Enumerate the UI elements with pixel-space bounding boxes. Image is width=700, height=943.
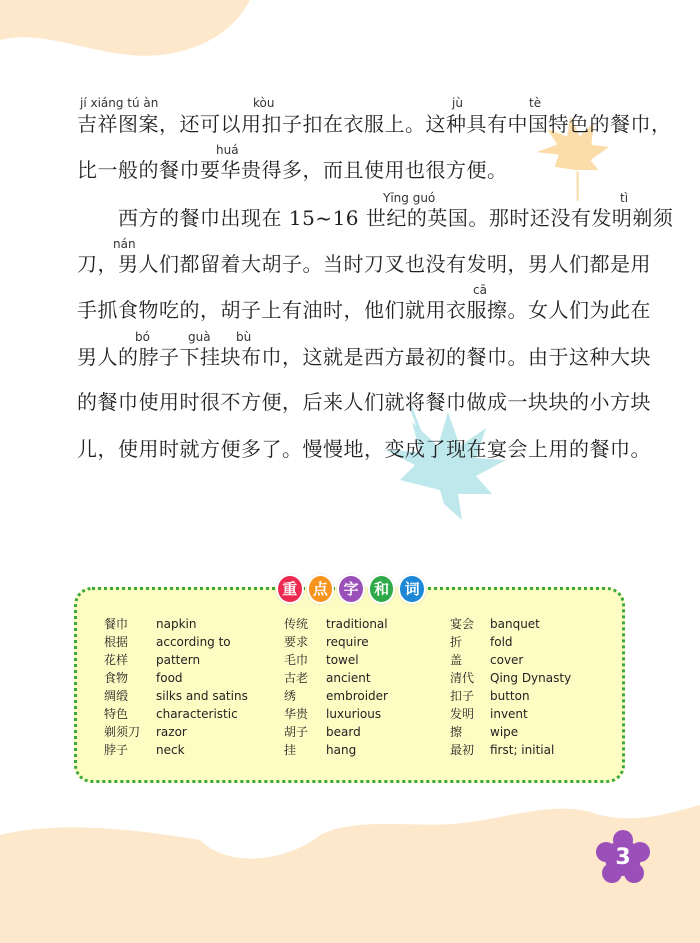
- vocab-zh: 清代: [450, 671, 475, 685]
- vocab-item: [450, 723, 571, 741]
- vocab-item: [104, 669, 248, 687]
- vocab-en: invent: [490, 707, 528, 721]
- vocab-en: food: [156, 671, 183, 685]
- vocab-item: [450, 705, 571, 723]
- vocab-zh: 食物: [104, 671, 129, 685]
- vocab-zh: 折: [450, 635, 463, 649]
- vocab-en: Qing Dynasty: [490, 671, 572, 685]
- vocab-en: neck: [156, 743, 185, 757]
- pinyin-ca: cā: [473, 283, 487, 297]
- page-number: 3: [615, 845, 631, 870]
- vocab-en: according to: [156, 635, 231, 649]
- paragraph-line: 儿，使用时就方便多了。慢慢地，变成了现在宴会上用的餐巾。: [77, 437, 651, 461]
- vocab-zh: 剃须刀: [104, 725, 141, 739]
- vocab-zh: 要求: [284, 635, 309, 649]
- vocab-en: ancient: [326, 671, 371, 685]
- vocab-item: [450, 741, 571, 759]
- vocab-column-1: [104, 615, 248, 759]
- title-char-bubble: 重: [276, 574, 304, 604]
- vocab-zh: 根据: [104, 635, 129, 649]
- vocab-item: [450, 615, 571, 633]
- vocab-en: silks and satins: [156, 689, 248, 703]
- vocab-en: napkin: [156, 617, 197, 631]
- title-char-bubble: 和: [368, 574, 396, 604]
- vocab-en: characteristic: [156, 707, 238, 721]
- vocab-en: require: [326, 635, 369, 649]
- vocab-column-3: [450, 615, 571, 759]
- vocab-en: towel: [326, 653, 359, 667]
- vocab-zh: 发明: [450, 707, 475, 721]
- pinyin-te: tè: [529, 96, 542, 110]
- vocab-item: [284, 669, 388, 687]
- paragraph-line: 西方的餐巾出现在 15~16 世纪的英国。那时还没有发明剃须: [77, 206, 674, 230]
- vocab-zh: 特色: [104, 707, 129, 721]
- vocab-item: [450, 687, 571, 705]
- vocab-item: [450, 669, 571, 687]
- vocab-item: [104, 723, 248, 741]
- vocab-zh: 毛巾: [284, 653, 309, 667]
- pinyin-ti: tì: [620, 191, 629, 205]
- vocab-item: [104, 651, 248, 669]
- vocab-zh: 华贵: [284, 707, 309, 721]
- vocab-en: luxurious: [326, 707, 382, 721]
- pinyin-bu: bù: [236, 330, 252, 344]
- vocab-zh: 最初: [450, 743, 475, 757]
- vocab-zh: 绣: [284, 689, 297, 703]
- vocab-en: razor: [156, 725, 187, 739]
- pinyin-jixiangtuan: jí xiáng tú àn: [80, 96, 159, 110]
- vocab-zh: 挂: [284, 743, 297, 757]
- vocabulary-title: [276, 574, 426, 606]
- vocab-item: [284, 723, 388, 741]
- vocab-zh: 花样: [104, 653, 129, 667]
- paragraph-line: 的餐巾使用时很不方便，后来人们就将餐巾做成一块块的小方块: [77, 390, 651, 414]
- vocab-item: [104, 633, 248, 651]
- paragraph-line: 刀，男人们都留着大胡子。当时刀叉也没有发明，男人们都是用: [77, 252, 651, 276]
- vocab-en: wipe: [490, 725, 519, 739]
- pinyin-gua: guà: [188, 330, 211, 344]
- paragraph-line: 手抓食物吃的，胡子上有油时，他们就用衣服擦。女人们为此在: [77, 298, 651, 322]
- vocab-item: [104, 705, 248, 723]
- vocab-item: [284, 705, 388, 723]
- paragraph-line: 比一般的餐巾要华贵得多，而且使用也很方便。: [77, 158, 508, 182]
- vocab-en: beard: [326, 725, 361, 739]
- title-char-bubble: 点: [307, 574, 335, 604]
- vocab-en: fold: [490, 635, 513, 649]
- vocab-zh: 餐巾: [104, 617, 129, 631]
- top-peach-wave: [0, 0, 250, 56]
- vocab-en: banquet: [490, 617, 540, 631]
- pinyin-yingguo: Yīng guó: [383, 191, 436, 205]
- vocab-item: [104, 687, 248, 705]
- vocab-zh: 扣子: [450, 689, 475, 703]
- vocab-item: [284, 651, 388, 669]
- vocab-en: cover: [490, 653, 524, 667]
- pinyin-kou: kòu: [253, 96, 275, 110]
- vocab-item: [284, 633, 388, 651]
- vocab-zh: 古老: [284, 671, 309, 685]
- vocab-column-2: [284, 615, 388, 759]
- vocab-zh: 擦: [450, 725, 463, 739]
- paragraph-line: 吉祥图案，还可以用扣子扣在衣服上。这种具有中国特色的餐巾，: [77, 112, 672, 136]
- vocab-en: first; initial: [490, 743, 555, 757]
- pinyin-ju: jù: [452, 96, 463, 110]
- vocab-zh: 脖子: [104, 743, 129, 757]
- vocab-zh: 胡子: [284, 725, 309, 739]
- vocab-en: pattern: [156, 653, 201, 667]
- vocab-en: button: [490, 689, 530, 703]
- vocab-zh: 绸缎: [104, 689, 129, 703]
- vocab-item: [284, 687, 388, 705]
- title-char-bubble: 词: [398, 574, 426, 604]
- bottom-peach-wave: [0, 805, 700, 943]
- paragraph-line: 男人的脖子下挂块布巾，这就是西方最初的餐巾。由于这种大块: [77, 345, 651, 369]
- vocab-item: [450, 651, 571, 669]
- vocab-zh: 盖: [450, 653, 463, 667]
- vocab-item: [284, 615, 388, 633]
- title-char-bubble: 字: [337, 574, 365, 604]
- vocab-zh: 宴会: [450, 617, 475, 631]
- vocab-en: hang: [326, 743, 357, 757]
- vocab-en: embroider: [326, 689, 388, 703]
- pinyin-hua: huá: [216, 143, 239, 157]
- vocab-item: [104, 615, 248, 633]
- vocab-en: traditional: [326, 617, 388, 631]
- pinyin-nan: nán: [113, 237, 136, 251]
- vocab-item: [104, 741, 248, 759]
- maple-leaf-blue-icon: [385, 405, 506, 520]
- vocab-zh: 传统: [284, 617, 309, 631]
- vocab-item: [284, 741, 388, 759]
- pinyin-bo: bó: [135, 330, 150, 344]
- vocab-item: [450, 633, 571, 651]
